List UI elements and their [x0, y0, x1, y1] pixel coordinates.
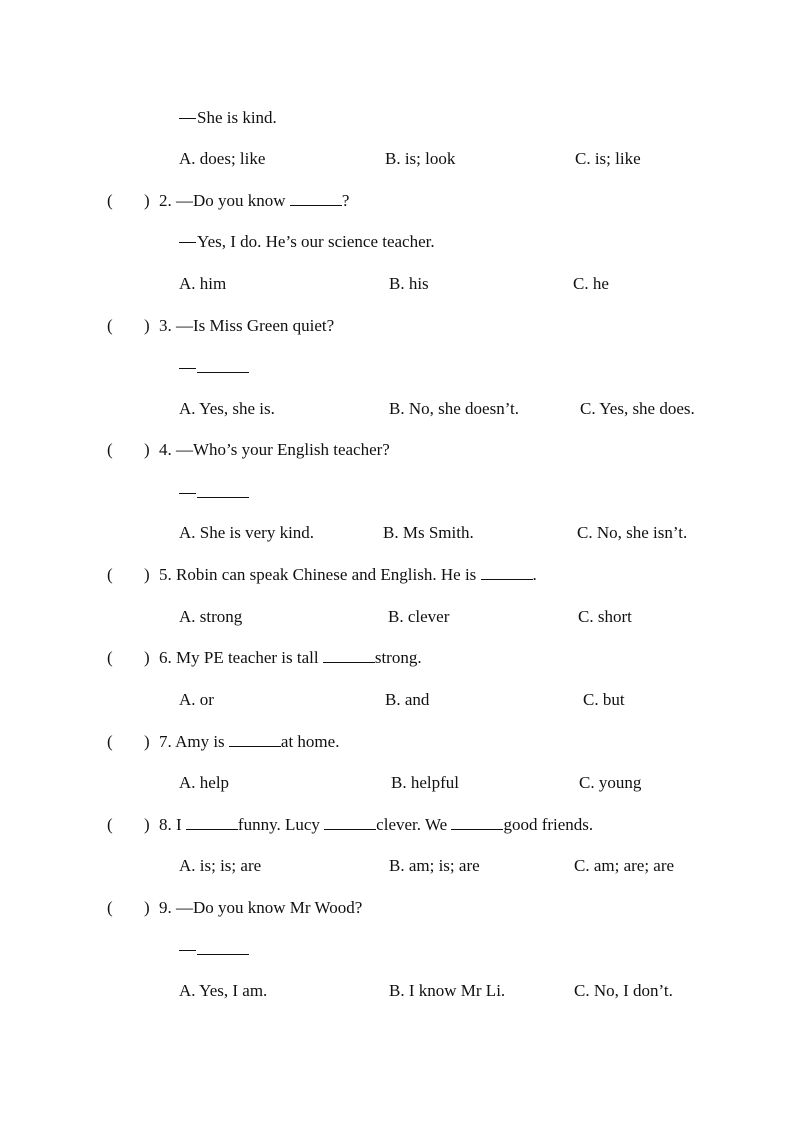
q6-paren-close: ): [144, 648, 150, 667]
q6-option-b: B. and: [385, 690, 430, 709]
q9-option-b: B. I know Mr Li.: [389, 981, 506, 1000]
q8-question-line: [159, 815, 593, 835]
q1-option-a: A. does; like: [179, 149, 266, 168]
dash: [179, 950, 196, 951]
answer-blank: [451, 815, 503, 830]
q4-paren-open: (: [107, 440, 113, 459]
q4-question-line: [159, 440, 390, 460]
q7-question-text: Amy is: [175, 732, 229, 751]
q5-option-c: C. short: [578, 607, 632, 626]
q8-option-b: B. am; is; are: [389, 856, 480, 875]
q3-option-a: A. Yes, she is.: [179, 399, 275, 418]
q7-option-a: A. help: [179, 773, 230, 792]
q2-option-c: C. he: [573, 274, 609, 293]
answer-blank: [481, 565, 533, 580]
q5-option-b: B. clever: [388, 607, 450, 626]
answer-blank: [186, 815, 238, 830]
answer-blank: [197, 358, 249, 373]
q9-paren-close: ): [144, 898, 150, 917]
q5-paren-close: ): [144, 565, 150, 584]
q7-option-c: C. young: [579, 773, 642, 792]
q8-option-c: C. am; are; are: [574, 856, 675, 875]
q1-answer-line: [179, 108, 277, 128]
q7-paren-close: ): [144, 732, 150, 751]
q9-question-text: —Do you know Mr Wood?: [176, 898, 363, 917]
q8-text-4: good friends.: [503, 815, 594, 834]
q8-paren-close: ): [144, 815, 150, 834]
q2-paren-close: ): [144, 191, 150, 210]
q4-option-c: C. No, she isn’t.: [577, 523, 688, 542]
q8-option-a: A. is; is; are: [179, 856, 262, 875]
q2-answer: Yes, I do. He’s our science teacher.: [197, 232, 435, 251]
q2-number: 2.: [159, 191, 172, 210]
q3-question-line: [159, 316, 334, 336]
q3-option-b: B. No, she doesn’t.: [389, 399, 520, 418]
q2-question-text: —Do you know: [176, 191, 290, 210]
q2-answer-line: [179, 232, 435, 252]
q5-question-line: [159, 565, 537, 585]
q1-answer: She is kind.: [197, 108, 277, 127]
q8-text-2: funny. Lucy: [237, 815, 325, 834]
dash: [179, 242, 196, 243]
dash: [179, 368, 196, 369]
q5-option-a: A. strong: [179, 607, 243, 626]
q6-option-a: A. or: [179, 690, 214, 709]
q9-answer-line: [179, 940, 249, 960]
q3-answer-line: [179, 358, 249, 378]
q5-question-text: Robin can speak Chinese and English. He is: [176, 565, 481, 584]
q3-question-text: —Is Miss Green quiet?: [176, 316, 335, 335]
q9-number: 9.: [159, 898, 172, 917]
q9-question-line: [159, 898, 362, 918]
q8-paren-open: (: [107, 815, 113, 834]
dash: [179, 118, 196, 119]
q6-question-end: strong.: [374, 648, 422, 667]
q9-paren-open: (: [107, 898, 113, 917]
q9-option-c: C. No, I don’t.: [574, 981, 673, 1000]
q2-option-a: A. him: [179, 274, 227, 293]
q2-question-end: ?: [341, 191, 350, 210]
q6-question-text: My PE teacher is tall: [176, 648, 323, 667]
answer-blank: [197, 483, 249, 498]
q8-text-1: I: [176, 815, 186, 834]
q5-number: 5.: [159, 565, 172, 584]
q3-paren-close: ): [144, 316, 150, 335]
q1-option-c: C. is; like: [575, 149, 641, 168]
q4-paren-close: ): [144, 440, 150, 459]
q4-answer-line: [179, 483, 249, 503]
q3-paren-open: (: [107, 316, 113, 335]
answer-blank: [197, 940, 249, 955]
dash: [179, 493, 196, 494]
q6-question-line: [159, 648, 422, 668]
q7-option-b: B. helpful: [391, 773, 459, 792]
q4-option-a: A. She is very kind.: [179, 523, 315, 542]
q8-text-3: clever. We: [376, 815, 452, 834]
q6-paren-open: (: [107, 648, 113, 667]
q8-number: 8.: [159, 815, 172, 834]
q4-option-b: B. Ms Smith.: [383, 523, 474, 542]
q3-number: 3.: [159, 316, 172, 335]
answer-blank: [324, 815, 376, 830]
q4-question-text: —Who’s your English teacher?: [176, 440, 390, 459]
answer-blank: [290, 191, 342, 206]
q7-question-end: at home.: [280, 732, 340, 751]
q2-option-b: B. his: [389, 274, 429, 293]
q7-paren-open: (: [107, 732, 113, 751]
q9-option-a: A. Yes, I am.: [179, 981, 268, 1000]
q5-question-end: .: [532, 565, 537, 584]
q3-option-c: C. Yes, she does.: [580, 399, 695, 418]
q5-paren-open: (: [107, 565, 113, 584]
q2-paren-open: (: [107, 191, 113, 210]
answer-blank: [229, 732, 281, 747]
answer-blank: [323, 648, 375, 663]
q6-option-c: C. but: [583, 690, 625, 709]
q7-number: 7.: [159, 732, 172, 751]
q1-option-b: B. is; look: [385, 149, 456, 168]
q4-number: 4.: [159, 440, 172, 459]
q7-question-line: [159, 732, 339, 752]
q6-number: 6.: [159, 648, 172, 667]
q2-question-line: [159, 191, 349, 211]
